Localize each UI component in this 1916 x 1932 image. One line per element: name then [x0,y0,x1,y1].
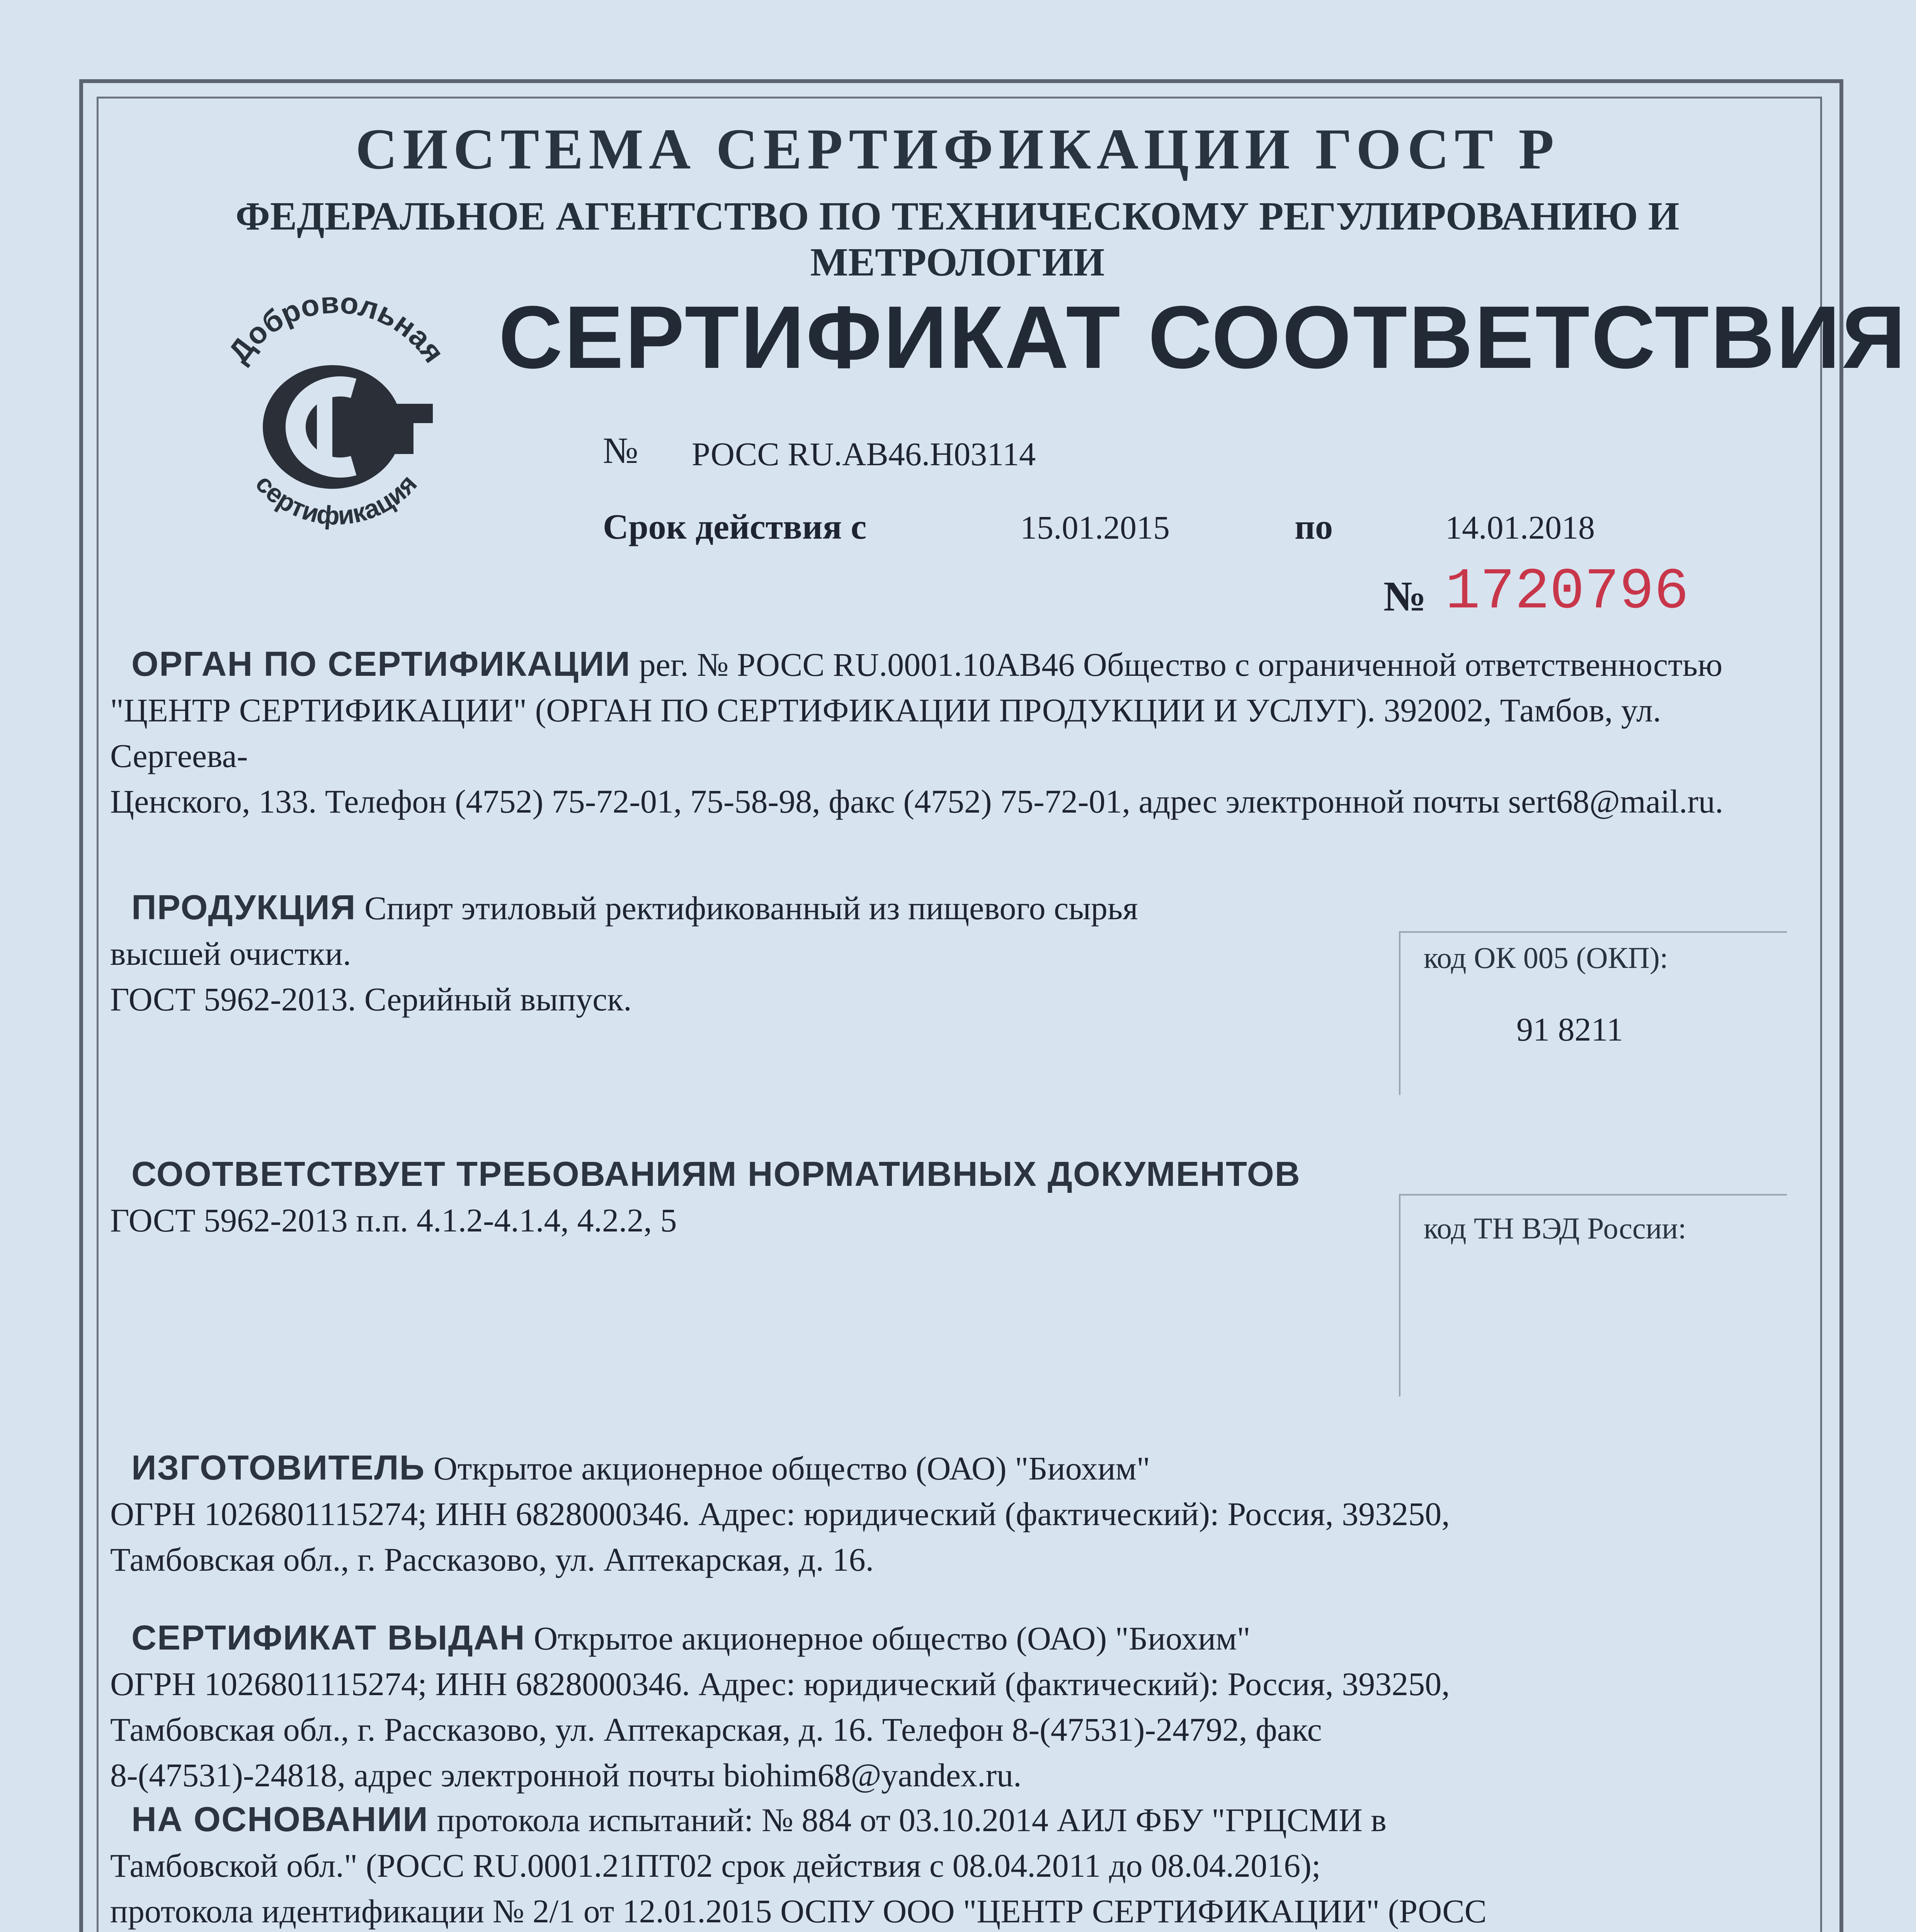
manufacturer-line: Открытое акционерное общество (ОАО) "Биохим" [433,1450,1150,1487]
issued-to-line: Тамбовская обл., г. Рассказово, ул. Аптекарская, д. 16. Телефон 8-(47531)-24792, факс [110,1711,1322,1748]
cert-body-block [110,641,1733,824]
issued-to-block [110,1615,1733,1798]
manufacturer-line: Тамбовская обл., г. Рассказово, ул. Аптекарская, д. 16. [110,1541,874,1578]
conformity-line: ГОСТ 5962-2013 п.п. 4.1.2-4.1.4, 4.2.2, 5 [110,1202,677,1239]
product-line: высшей очистки. [110,935,351,972]
okp-value: 91 8211 [1516,1011,1623,1048]
issued-to-line: Открытое акционерное общество (ОАО) "Биохим" [534,1620,1251,1657]
basis-label: НА ОСНОВАНИИ [131,1800,429,1839]
rst-logo [201,294,471,533]
validity-label: Срок действия с [603,507,867,546]
issued-to-line: ОГРН 1026801115274; ИНН 6828000346. Адрес: юридический (фактический): Россия, 393250, [110,1665,1450,1702]
product-label: ПРОДУКЦИЯ [131,888,356,927]
tnved-label: код ТН ВЭД России: [1424,1211,1686,1245]
valid-to: 14.01.2018 [1445,509,1595,546]
tnved-code-box [1399,1194,1787,1396]
number-sign: № [603,430,638,471]
to-label: по [1295,507,1333,546]
blank-number-sign: № [1383,573,1426,620]
product-line: ГОСТ 5962-2013. Серийный выпуск. [110,981,632,1018]
rst-logo-graphic [201,294,471,533]
agency-title: ФЕДЕРАЛЬНОЕ АГЕНТСТВО ПО ТЕХНИЧЕСКОМУ РЕГУЛИРОВАНИЮ И МЕТРОЛОГИИ [235,194,1679,284]
manufacturer-block [110,1445,1733,1582]
issued-to-label: СЕРТИФИКАТ ВЫДАН [131,1619,526,1657]
valid-from: 15.01.2015 [1020,509,1170,546]
blank-number: 1720796 [1445,560,1689,625]
certificate-title: СЕРТИФИКАТ СООТВЕТСТВИЯ [499,287,1907,387]
cert-body-label: ОРГАН ПО СЕРТИФИКАЦИИ [131,645,631,684]
okp-code-box [1399,931,1787,1095]
issued-to-line: 8-(47531)-24818, адрес электронной почты biohim68@yandex.ru. [110,1757,1022,1794]
basis-block [110,1797,1733,1932]
certificate-number: РОСС RU.АВ46.Н03114 [692,435,1036,473]
logo-bottom-text: сертификация [250,469,423,531]
conformity-label: СООТВЕТСТВУЕТ ТРЕБОВАНИЯМ НОРМАТИВНЫХ ДОКУМЕНТОВ [131,1155,1301,1194]
product-block [110,885,1385,1022]
basis-line: протокола испытаний: № 884 от 03.10.2014 АИЛ ФБУ "ГРЦСМИ в [437,1801,1387,1838]
manufacturer-label: ИЗГОТОВИТЕЛЬ [131,1449,425,1487]
system-title: СИСТЕМА СЕРТИФИКАЦИИ ГОСТ Р [355,117,1560,181]
manufacturer-line: ОГРН 1026801115274; ИНН 6828000346. Адрес: юридический (фактический): Россия, 393250, [110,1495,1450,1532]
okp-label: код ОК 005 (ОКП): [1424,941,1668,975]
basis-line: Тамбовской обл." (РОСС RU.0001.21ПТ02 срок действия с 08.04.2011 до 08.04.2016); [110,1847,1321,1884]
svg-text:Добровольная [221,294,451,369]
conformity-block [110,1151,1424,1243]
cert-body-line: "ЦЕНТР СЕРТИФИКАЦИИ" (ОРГАН ПО СЕРТИФИКАЦИИ ПРОДУКЦИИ И УСЛУГ). 392002, Тамбов, ул. Сергеева- [110,692,1661,774]
cert-body-line: Ценского, 133. Телефон (4752) 75-72-01, 75-58-98, факс (4752) 75-72-01, адрес электронной почты sert68@mail.ru. [110,783,1724,820]
basis-line: протокола идентификации № 2/1 от 12.01.2015 ОСПУ ООО "ЦЕНТР СЕРТИФИКАЦИИ" (РОСС [110,1893,1487,1930]
logo-top-text: Добровольная [221,294,451,369]
product-line: Спирт этиловый ректификованный из пищевого сырья [364,889,1138,927]
cert-body-line: рег. № РОСС RU.0001.10АВ46 Общество с ограниченной ответственностью [639,646,1723,683]
